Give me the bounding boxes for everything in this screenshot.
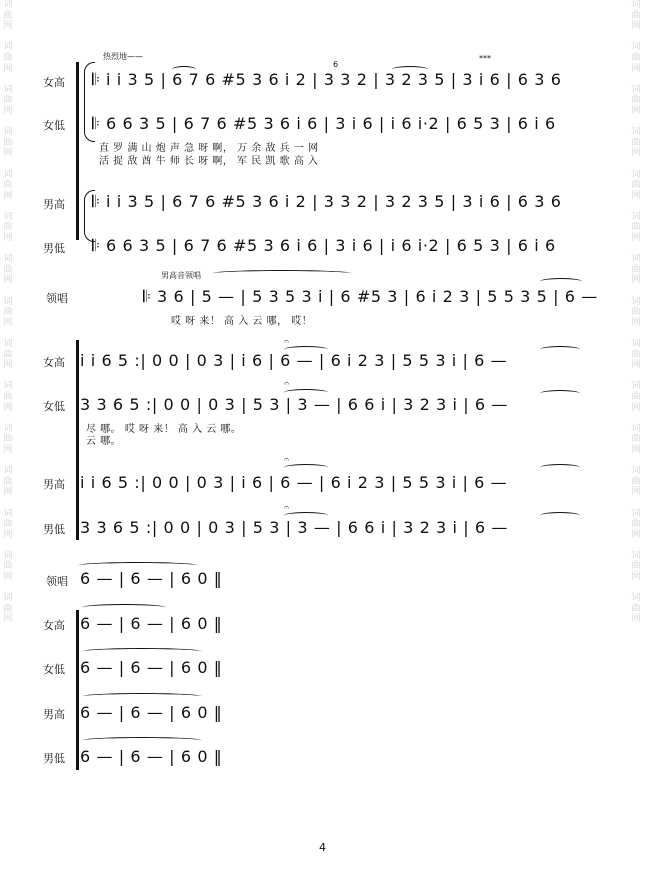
system-1-bracket [76,62,79,240]
notation-line-bass: 𝄆 6 6 3 5 | 6 7 6 #5 3 6 i 6 | 3 i 6 | i 6 i·2 | 6 5 3 | 6 i 6 [92,236,556,255]
notation-line-tenor: 6 — | 6 — | 6 0 ‖ [80,703,223,722]
ornament-mark: 6 [333,60,339,69]
trill-mark: *** [479,54,491,63]
part-label-bass: 男低 [43,752,65,765]
part-label-alto: 女低 [43,663,65,676]
slur [540,278,582,285]
fermata: 𝄐 [284,503,290,513]
system-2-bracket [76,340,79,540]
fermata: 𝄐 [284,379,290,389]
slur [540,464,580,471]
notation-line-tenor: 𝄆 i i 3 5 | 6 7 6 #5 3 6 i 2 | 3 3 2 | 3 2 3 5 | 3 i 6 | 6 3 6 [92,192,562,211]
watermark-right: 词 曲 网 词 曲 网 词 曲 网 词 曲 网 词 曲 网 词 曲 网 词 曲 网 词 曲 网 词 曲 网 词 曲 网 词 曲 网 词 曲 网 词 曲 网 词 曲 网 词 曲 网 [631,0,641,625]
part-label-tenor: 男高 [43,198,65,211]
notation-line-bass: 3 3 6 5 :| 0 0 | 0 3 | 5 3 | 3 — | 6 6 i | 3 2 3 i | 6 — [80,518,508,537]
part-label-soprano: 女高 [43,76,65,89]
tempo-mark: 热烈地—— [103,52,143,61]
slur [82,604,166,611]
lyrics-verse-2: 活 捉 敌 酋 牛 师 长 呀 啊， 军 民 凯 歌 高 入 [99,156,319,167]
slur [540,512,580,519]
watermark-left: 词 曲 网 词 曲 网 词 曲 网 词 曲 网 词 曲 网 词 曲 网 词 曲 网 词 曲 网 词 曲 网 词 曲 网 词 曲 网 词 曲 网 词 曲 网 词 曲 网 词 曲 网 [3,0,13,625]
part-label-alto: 女低 [43,119,65,132]
notation-line-alto: 𝄆 6 6 3 5 | 6 7 6 #5 3 6 i 6 | 3 i 6 | i 6 i·2 | 6 5 3 | 6 i 6 [92,114,556,133]
fermata: 𝄐 [284,455,290,465]
lyrics-verse-1: 尽 哪。 哎 呀 来！ 高 入 云 哪。 [86,424,242,435]
slur [212,270,352,277]
part-label-solo: 领唱 [46,292,68,305]
slur [78,562,198,569]
fermata: 𝄐 [284,337,290,347]
page-number: 4 [319,841,326,854]
slur [540,346,580,353]
slur [284,464,328,471]
lyrics-solo: 哎 呀 来！ 高 入 云 哪， 哎！ [171,316,313,327]
notation-line-alto: 3 3 6 5 :| 0 0 | 0 3 | 5 3 | 3 — | 6 6 i | 3 2 3 i | 6 — [80,395,508,414]
part-label-soprano: 女高 [43,356,65,369]
part-label-solo: 领唱 [46,575,68,588]
part-label-soprano: 女高 [43,619,65,632]
notation-line-solo: 𝄆 3 6 | 5 — | 5 3 5 3 i | 6 #5 3 | 6 i 2 3 | 5 5 3 5 | 6 — [143,287,598,306]
part-label-bass: 男低 [43,523,65,536]
notation-line-soprano: 𝄆 i i 3 5 | 6 7 6 #5 3 6 i 2 | 3 3 2 | 3 2 3 5 | 3 i 6 | 6 3 6 [92,70,562,89]
notation-line-bass: 6 — | 6 — | 6 0 ‖ [80,747,223,766]
part-label-tenor: 男高 [43,478,65,491]
lyrics-verse-1: 直 罗 满 山 炮 声 急 呀 啊， 万 余 敌 兵 一 网 [99,143,319,154]
part-label-bass: 男低 [43,242,65,255]
part-label-tenor: 男高 [43,708,65,721]
slur [540,390,580,397]
notation-line-solo: 6 — | 6 — | 6 0 ‖ [80,569,223,588]
slur [82,648,202,655]
slur [82,693,202,700]
slur [82,737,202,744]
lyrics-verse-2: 云 哪。 [86,436,122,447]
part-label-alto: 女低 [43,400,65,413]
system-3-bracket [76,610,79,770]
solo-mark: 男高音领唱 [161,271,201,280]
notation-line-alto: 6 — | 6 — | 6 0 ‖ [80,658,223,677]
notation-line-tenor: i i 6 5 :| 0 0 | 0 3 | i 6 | 6 — | 6 i 2 3 | 5 5 3 i | 6 — [80,473,508,492]
notation-line-soprano: i i 6 5 :| 0 0 | 0 3 | i 6 | 6 — | 6 i 2 3 | 5 5 3 i | 6 — [80,351,508,370]
notation-line-soprano: 6 — | 6 — | 6 0 ‖ [80,614,223,633]
